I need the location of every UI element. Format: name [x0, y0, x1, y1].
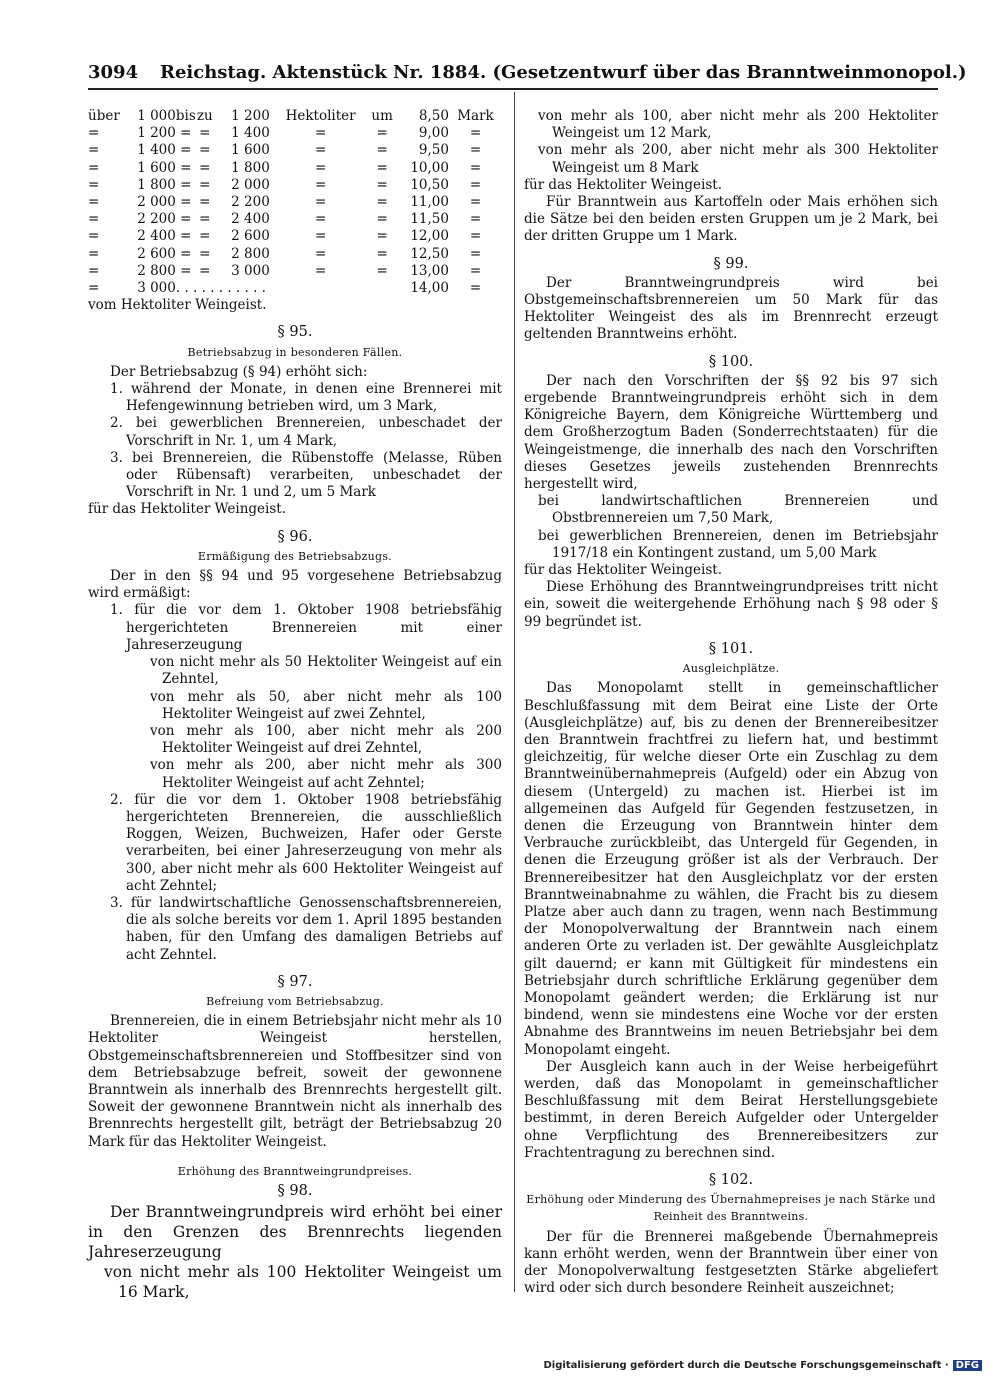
- table-row: [88, 280, 502, 297]
- row-prefix: =: [88, 194, 100, 211]
- section-98-tier: von mehr als 200, aber nicht mehr als 300 Hektoliter Weingeist um 8 Mark: [538, 142, 938, 176]
- right-column: [524, 108, 938, 1297]
- row-currency: =: [469, 194, 482, 211]
- row-prefix: =: [88, 176, 100, 193]
- table-row: [88, 108, 502, 125]
- row-to: 1 200: [231, 108, 270, 124]
- digitization-credit: [544, 1360, 983, 1371]
- section-100-item: bei gewerblichen Brennereien, denen im Betriebsjahr 1917/18 ein Kontingent zustand, um 5,00 Mark: [538, 527, 938, 561]
- row-to: 2 200: [231, 194, 270, 211]
- section-98-paragraph-2: Für Branntwein aus Kartoffeln oder Mais erhöhen sich die Sätze bei den beiden ersten Gruppen um je 2 Mark, bei der dritten Gruppe um 1 Mark.: [524, 194, 938, 245]
- credit-text: Digitalisierung gefördert durch die Deutsche Forschungsgemeinschaft ·: [543, 1360, 949, 1371]
- section-100-heading: § 100.: [708, 353, 754, 370]
- page-header: [88, 62, 967, 83]
- row-currency: =: [469, 142, 482, 159]
- row-amount: 9,50: [418, 142, 449, 159]
- row-currency: =: [469, 245, 482, 262]
- row-amount: 11,00: [410, 194, 449, 211]
- row-zu: =: [199, 211, 211, 228]
- section-96-subitem: von mehr als 200, aber nicht mehr als 300 Hektoliter Weingeist auf acht Zehntel;: [150, 757, 502, 791]
- row-from: 2 400: [137, 228, 176, 245]
- table-row: [88, 228, 502, 245]
- row-amount: 9,00: [418, 125, 449, 142]
- row-from: 2 600: [137, 245, 176, 262]
- row-currency: =: [469, 228, 482, 245]
- dfg-logo: DFG: [953, 1360, 982, 1371]
- table-note: vom Hektoliter Weingeist.: [88, 297, 267, 314]
- section-96-item-3: 3. für landwirtschaftliche Genossenschaftsbrennereien, die als solche bereits vor dem 1. April 1895 bestanden haben, für den Umfang des damaligen Betriebs auf acht Zehntel.: [110, 894, 502, 963]
- row-um: =: [376, 211, 388, 228]
- row-zu: =: [199, 159, 211, 176]
- row-amount: 10,00: [410, 159, 449, 176]
- row-zu: =: [199, 142, 211, 159]
- row-zu: =: [199, 176, 211, 193]
- row-prefix: =: [88, 280, 100, 297]
- row-prefix: =: [88, 125, 100, 142]
- row-um: =: [376, 194, 388, 211]
- row-um: =: [376, 245, 388, 262]
- row-prefix: über: [88, 108, 120, 124]
- section-98-preheading: Erhöhung des Branntweingrundpreises.: [177, 1164, 413, 1178]
- section-95-item-1: 1. während der Monate, in denen eine Brennerei mit Hefengewinnung betrieben wird, um 3 Mark,: [110, 381, 502, 415]
- section-98-close: für das Hektoliter Weingeist.: [524, 176, 723, 193]
- row-from: 2 200: [137, 211, 176, 228]
- row-from: 2 800: [137, 262, 176, 279]
- row-amount: 12,50: [410, 245, 449, 262]
- row-currency: =: [469, 176, 482, 193]
- section-102-subtitle: Erhöhung oder Minderung des Übernahmepreises je nach Stärke und Reinheit des Branntweins.: [526, 1193, 936, 1224]
- table-row: [88, 263, 502, 280]
- table-row: [88, 246, 502, 263]
- row-bis: =: [180, 245, 192, 262]
- column-divider: [514, 92, 515, 1292]
- row-currency: =: [469, 159, 482, 176]
- header-rule: [88, 88, 938, 90]
- section-97-subtitle: Befreiung vom Betriebsabzug.: [206, 994, 384, 1008]
- section-95-item-3: 3. bei Brennereien, die Rübenstoffe (Melasse, Rüben oder Rübensaft) verarbeiten, unbeschadet der Vorschrift in Nr. 1 und 2, um 5 Mark: [110, 449, 502, 501]
- row-currency: =: [469, 125, 482, 142]
- row-bis: =: [180, 125, 192, 142]
- section-96-subitem: von mehr als 100, aber nicht mehr als 200 Hektoliter Weingeist auf drei Zehntel,: [150, 722, 502, 757]
- row-currency: =: [469, 280, 482, 297]
- row-um: =: [376, 142, 388, 159]
- row-prefix: =: [88, 245, 100, 262]
- section-96-subitem: von nicht mehr als 50 Hektoliter Weingeist auf ein Zehntel,: [150, 654, 502, 688]
- row-from: 1 200: [137, 125, 176, 142]
- section-98-tier: von mehr als 100, aber nicht mehr als 200 Hektoliter Weingeist um 12 Mark,: [538, 108, 938, 142]
- row-unit: Hektoliter: [285, 108, 356, 124]
- row-amount: 11,50: [410, 211, 449, 228]
- row-unit: =: [314, 159, 327, 176]
- row-zu: =: [199, 228, 211, 245]
- row-prefix: =: [88, 159, 100, 176]
- section-99-text: Der Branntweingrundpreis wird bei Obstgemeinschaftsbrennereien um 50 Mark für das Hektoliter Weingeist des als im Brennrecht erzeugt geltenden Branntweins erhöht.: [524, 274, 938, 343]
- row-amount: 14,00: [410, 280, 449, 297]
- table-row: [88, 177, 502, 194]
- section-101-paragraph-2: Der Ausgleich kann auch in der Weise herbeigeführt werden, daß das Monopolamt in gemeinschaftlicher Beschlußfassung mit dem Beirat Herstellungsgebiete bestimmt, in deren Bereich Aufgelder oder Untergelder ohne Verpflichtung des Brennereibesitzers zur Frachtentragung zu berechnen sind.: [524, 1058, 938, 1161]
- section-96-item-1: 1. für die vor dem 1. Oktober 1908 betriebsfähig hergerichteten Brennereien mit einer Jahreserzeugung: [110, 602, 502, 653]
- row-um: =: [376, 125, 388, 142]
- row-zu: =: [199, 262, 211, 279]
- row-unit: =: [314, 245, 327, 262]
- section-100-close: für das Hektoliter Weingeist.: [524, 562, 723, 579]
- section-100-item: bei landwirtschaftlichen Brennereien und Obstbrennereien um 7,50 Mark,: [538, 493, 938, 527]
- section-96-subtitle: Ermäßigung des Betriebsabzugs.: [197, 549, 393, 563]
- section-96-subitem: von mehr als 50, aber nicht mehr als 100 Hektoliter Weingeist auf zwei Zehntel,: [150, 688, 502, 722]
- row-to: 3 000: [231, 262, 270, 279]
- section-95-subtitle: Betriebsabzug in besonderen Fällen.: [187, 345, 403, 359]
- row-zu: =: [199, 194, 211, 211]
- row-to: 1 400: [231, 125, 270, 142]
- row-unit: =: [314, 125, 327, 142]
- section-96-intro: Der in den §§ 94 und 95 vorgesehene Betriebsabzug wird ermäßigt:: [88, 568, 502, 602]
- row-um: =: [376, 262, 388, 279]
- row-zu: zu: [196, 108, 213, 124]
- row-bis: =: [180, 228, 192, 245]
- row-amount: 10,50: [410, 176, 449, 193]
- row-to: 2 000: [231, 176, 270, 193]
- row-bis: =: [180, 159, 192, 176]
- row-to: 1 600: [231, 142, 270, 159]
- section-97-text: Brennereien, die in einem Betriebsjahr nicht mehr als 10 Hektoliter Weingeist herstellen, Obstgemeinschaftsbrennereien und Stoffbesitzer sind von dem Betriebsabzuge befreit, soweit der gewonnene Branntwein als innerhalb des Brennrechts hergestellt gilt. Soweit der gewonnene Branntwein nicht als innerhalb des Brennrechts hergestellt gilt, beträgt der Betriebsabzug 20 Mark für das Hektoliter Weingeist.: [88, 1013, 502, 1150]
- table-row: [88, 160, 502, 177]
- row-zu: =: [199, 125, 211, 142]
- row-um: =: [376, 176, 388, 193]
- section-101-subtitle: Ausgleichplätze.: [682, 662, 780, 676]
- rate-table: [88, 108, 502, 297]
- table-row: [88, 142, 502, 159]
- row-from: 2 000: [137, 194, 176, 211]
- row-dots: . . . . . . . . . . .: [175, 280, 266, 297]
- row-currency: =: [469, 262, 482, 279]
- section-102-heading: § 102.: [708, 1171, 754, 1188]
- row-unit: =: [314, 211, 327, 228]
- row-bis: bis: [175, 108, 196, 124]
- section-101-heading: § 101.: [708, 640, 754, 657]
- row-to: 1 800: [231, 159, 270, 176]
- row-prefix: =: [88, 262, 100, 279]
- table-row: [88, 211, 502, 228]
- section-95-item-2: 2. bei gewerblichen Brennereien, unbeschadet der Vorschrift in Nr. 1, um 4 Mark,: [110, 415, 502, 449]
- row-bis: =: [180, 262, 192, 279]
- row-from: 1 000: [137, 108, 176, 124]
- section-96-item-2: 2. für die vor dem 1. Oktober 1908 betriebsfähig hergerichteten Brennereien, die ausschließlich Roggen, Weizen, Buchweizen, Hafer oder Gerste verarbeiten, bei einer Jahreserzeugung von mehr als 300, aber nicht mehr als 600 Hektoliter Weingeist auf acht Zehntel;: [110, 791, 502, 894]
- row-prefix: =: [88, 142, 100, 159]
- section-100-text: Der nach den Vorschriften der §§ 92 bis 97 sich ergebende Branntweingrundpreis erhöht sich in dem Königreiche Bayern, dem Königreiche Württemberg und dem Großherzogtum Baden (Sonderrechtstaaten) für die Weingeistmenge, die innerhalb des nach den Vorschriften dieses Gesetzes jeweils zustehenden Brennrechts hergestellt wird,: [524, 372, 938, 493]
- row-currency: Mark: [457, 108, 494, 124]
- row-zu: =: [199, 245, 211, 262]
- row-unit: =: [314, 262, 327, 279]
- section-95-intro: Der Betriebsabzug (§ 94) erhöht sich:: [110, 363, 368, 380]
- row-from: 3 000: [137, 280, 176, 297]
- left-column: [88, 108, 502, 1302]
- row-amount: 13,00: [410, 262, 449, 279]
- row-prefix: =: [88, 211, 100, 228]
- row-bis: =: [180, 211, 192, 228]
- row-unit: =: [314, 176, 327, 193]
- row-bis: =: [180, 194, 192, 211]
- row-to: 2 600: [231, 228, 270, 245]
- row-um: =: [376, 228, 388, 245]
- section-96-heading: § 96.: [277, 528, 313, 545]
- section-97-heading: § 97.: [277, 973, 313, 990]
- page-number: 3094: [88, 62, 139, 83]
- section-95-heading: § 95.: [277, 324, 313, 341]
- row-to: 2 800: [231, 245, 270, 262]
- row-unit: =: [314, 228, 327, 245]
- row-bis: =: [180, 176, 192, 193]
- row-currency: =: [469, 211, 482, 228]
- row-bis: =: [180, 142, 192, 159]
- row-amount: 8,50: [418, 108, 449, 124]
- section-98-heading: § 98.: [277, 1182, 313, 1199]
- row-unit: =: [314, 194, 327, 211]
- row-to: 2 400: [231, 211, 270, 228]
- section-100-paragraph-2: Diese Erhöhung des Branntweingrundpreises tritt nicht ein, soweit die weitergehende Erhöhung nach § 98 oder § 99 begründet ist.: [524, 579, 938, 630]
- row-amount: 12,00: [410, 228, 449, 245]
- section-101-paragraph-1: Das Monopolamt stellt in gemeinschaftlicher Beschlußfassung mit dem Beirat eine Liste der Orte (Ausgleichplätze) auf, bis zu denen der Brennereibesitzer den Branntwein frachtfrei zu liefern hat, und bestimmt gleichzeitig, für welche dieser Orte ein Zuschlag zu dem Branntweinübernahmepreis (Aufgeld) oder ein Abzug von diesem (Untergeld) zu machen ist. Hierbei ist im allgemeinen das Aufgeld für Gegenden festzusetzen, in denen die Erzeugung von Branntwein hinter dem Verbrauche zurückbleibt, das Untergeld für Gegenden, in denen die Erzeugung größer ist als der Verbrauch. Der Brennereibesitzer hat den Ausgleichplatz vor der ersten Branntweinabnahme zu wählen, die Fracht bis zu diesem Platze aber auch dann zu tragen, wenn nach Bestimmung der Monopolverwaltung der Branntwein nach einem anderen Orte zu verladen ist. Der gewählte Ausgleichplatz gilt dauernd; er kann mit Gültigkeit für mindestens ein Betriebsjahr durch schriftliche Erklärung gegenüber dem Monopolamt geändert werden; die Erklärung ist nur bindend, wenn sie mindestens eine Woche vor der ersten Abnahme des Branntweins im neuen Betriebsjahr bei dem Monopolamt eingeht.: [524, 680, 938, 1058]
- table-row: [88, 125, 502, 142]
- row-prefix: =: [88, 228, 100, 245]
- row-from: 1 800: [137, 176, 176, 193]
- row-unit: =: [314, 142, 327, 159]
- section-102-text: Der für die Brennerei maßgebende Übernahmepreis kann erhöht werden, wenn der Branntwein über einer von der Monopolverwaltung festgesetzten Stärke abgeliefert wird oder sich durch besondere Reinheit auszeichnet;: [524, 1228, 938, 1297]
- section-98-first-tier: von nicht mehr als 100 Hektoliter Weingeist um 16 Mark,: [104, 1263, 502, 1302]
- table-row: [88, 194, 502, 211]
- row-from: 1 400: [137, 142, 176, 159]
- section-99-heading: § 99.: [713, 255, 749, 272]
- row-um: =: [376, 159, 388, 176]
- running-title: Reichstag. Aktenstück Nr. 1884. (Gesetzentwurf über das Branntweinmonopol.): [160, 62, 967, 83]
- section-95-close: für das Hektoliter Weingeist.: [88, 501, 287, 518]
- row-from: 1 600: [137, 159, 176, 176]
- section-98-text: Der Branntweingrundpreis wird erhöht bei einer in den Grenzen des Brennrechts liegenden Jahreserzeugung: [88, 1203, 502, 1262]
- row-um: um: [371, 108, 393, 124]
